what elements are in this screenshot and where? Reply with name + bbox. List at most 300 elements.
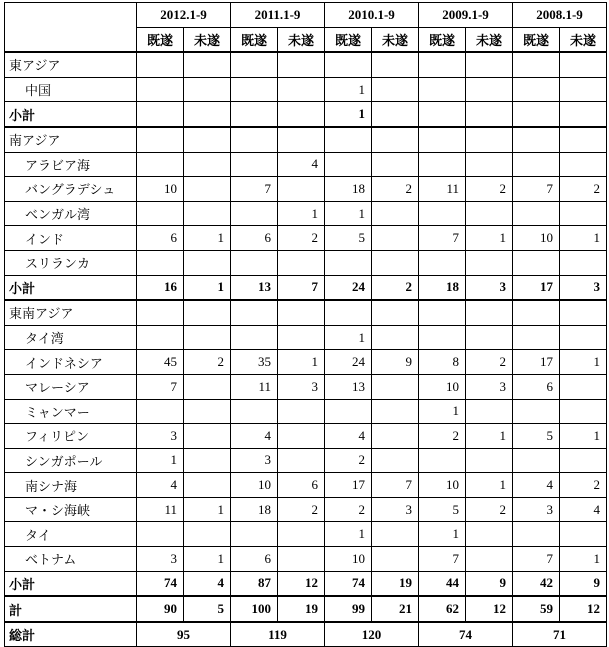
attempted-count-cell: [278, 77, 325, 102]
completed-count-cell: 1: [325, 325, 372, 350]
attempted-count-cell: 1: [560, 547, 607, 572]
completed-count-cell: [231, 201, 278, 226]
attempted-count-cell: [278, 300, 325, 325]
attempted-count-cell: [372, 152, 419, 177]
attempted-count-cell: [184, 399, 231, 424]
item-row: [5, 424, 607, 449]
completed-count-cell: [231, 52, 278, 77]
completed-count-cell: 7: [513, 547, 560, 572]
completed-count-cell: 8: [419, 350, 466, 375]
completed-count-cell: 24: [325, 350, 372, 375]
completed-count-cell: [137, 77, 184, 102]
year-header: 2009.1-9: [419, 3, 513, 28]
attempted-count-cell: 9: [372, 350, 419, 375]
attempted-count-cell: [372, 399, 419, 424]
completed-count-cell: 10: [419, 374, 466, 399]
attempted-count-cell: [184, 424, 231, 449]
piracy-table-container: [4, 2, 607, 647]
grand-total-label: 総計: [5, 622, 137, 647]
subheader-attempted: 未遂: [184, 27, 231, 52]
attempted-count-cell: 3: [372, 497, 419, 522]
attempted-count-cell: 7: [372, 473, 419, 498]
completed-count-cell: [231, 325, 278, 350]
completed-count-cell: [231, 522, 278, 547]
completed-count-cell: 17: [513, 350, 560, 375]
attempted-count-cell: 1: [278, 350, 325, 375]
completed-count-cell: [513, 300, 560, 325]
attempted-count-cell: 3: [466, 275, 513, 300]
item-label: 中国: [5, 77, 137, 102]
item-row: [5, 547, 607, 572]
attempted-count-cell: [372, 522, 419, 547]
attempted-count-cell: [372, 374, 419, 399]
completed-count-cell: [137, 201, 184, 226]
grand-total-value: 71: [513, 622, 607, 647]
subheader-completed: 既遂: [419, 27, 466, 52]
attempted-count-cell: [278, 547, 325, 572]
completed-count-cell: [231, 152, 278, 177]
attempted-count-cell: 2: [466, 177, 513, 202]
attempted-count-cell: [184, 201, 231, 226]
grand-total-value: 95: [137, 622, 231, 647]
item-row: [5, 473, 607, 498]
subheader-attempted: 未遂: [278, 27, 325, 52]
completed-count-cell: 10: [137, 177, 184, 202]
completed-count-cell: 100: [231, 596, 278, 622]
completed-count-cell: 13: [325, 374, 372, 399]
completed-count-cell: 74: [325, 571, 372, 596]
attempted-count-cell: 6: [278, 473, 325, 498]
region-row: [5, 52, 607, 77]
item-label: ベトナム: [5, 547, 137, 572]
region-label: 東南アジア: [5, 300, 137, 325]
completed-count-cell: 18: [325, 177, 372, 202]
completed-count-cell: [137, 325, 184, 350]
attempted-count-cell: 4: [184, 571, 231, 596]
attempted-count-cell: [278, 424, 325, 449]
total-label: 計: [5, 596, 137, 622]
completed-count-cell: 6: [231, 226, 278, 251]
completed-count-cell: 5: [419, 497, 466, 522]
attempted-count-cell: 2: [184, 350, 231, 375]
item-label: バングラデシュ: [5, 177, 137, 202]
attempted-count-cell: [184, 325, 231, 350]
attempted-count-cell: 1: [184, 226, 231, 251]
completed-count-cell: 87: [231, 571, 278, 596]
item-row: [5, 77, 607, 102]
attempted-count-cell: 12: [466, 596, 513, 622]
completed-count-cell: [325, 127, 372, 152]
completed-count-cell: 1: [325, 77, 372, 102]
attempted-count-cell: 1: [184, 497, 231, 522]
attempted-count-cell: 1: [560, 350, 607, 375]
attempted-count-cell: [372, 127, 419, 152]
attempted-count-cell: 3: [560, 275, 607, 300]
completed-count-cell: 10: [231, 473, 278, 498]
total-row: [5, 596, 607, 622]
piracy-incidents-table: [4, 2, 607, 647]
attempted-count-cell: [560, 201, 607, 226]
completed-count-cell: 3: [137, 547, 184, 572]
completed-count-cell: 10: [419, 473, 466, 498]
attempted-count-cell: [278, 325, 325, 350]
completed-count-cell: 4: [231, 424, 278, 449]
region-label: 東アジア: [5, 52, 137, 77]
completed-count-cell: 5: [513, 424, 560, 449]
completed-count-cell: 7: [231, 177, 278, 202]
attempted-count-cell: [560, 300, 607, 325]
attempted-count-cell: [278, 52, 325, 77]
attempted-count-cell: [372, 448, 419, 473]
item-row: [5, 399, 607, 424]
completed-count-cell: [419, 127, 466, 152]
completed-count-cell: 3: [513, 497, 560, 522]
item-label: フィリピン: [5, 424, 137, 449]
completed-count-cell: [137, 522, 184, 547]
attempted-count-cell: [372, 226, 419, 251]
attempted-count-cell: [372, 424, 419, 449]
item-row: [5, 152, 607, 177]
table-header: [5, 3, 607, 53]
attempted-count-cell: [372, 201, 419, 226]
completed-count-cell: 5: [325, 226, 372, 251]
completed-count-cell: 74: [137, 571, 184, 596]
subheader-completed: 既遂: [231, 27, 278, 52]
completed-count-cell: 6: [137, 226, 184, 251]
completed-count-cell: 11: [137, 497, 184, 522]
attempted-count-cell: 1: [466, 226, 513, 251]
year-header: 2010.1-9: [325, 3, 419, 28]
attempted-count-cell: 2: [560, 473, 607, 498]
item-label: マ・シ海峡: [5, 497, 137, 522]
completed-count-cell: 45: [137, 350, 184, 375]
completed-count-cell: 13: [231, 275, 278, 300]
year-header: 2008.1-9: [513, 3, 607, 28]
item-row: [5, 177, 607, 202]
attempted-count-cell: [184, 374, 231, 399]
attempted-count-cell: [466, 399, 513, 424]
completed-count-cell: [513, 201, 560, 226]
attempted-count-cell: [560, 448, 607, 473]
attempted-count-cell: 1: [560, 424, 607, 449]
attempted-count-cell: 2: [560, 177, 607, 202]
completed-count-cell: 10: [325, 547, 372, 572]
completed-count-cell: 42: [513, 571, 560, 596]
item-label: ミャンマー: [5, 399, 137, 424]
completed-count-cell: 2: [325, 448, 372, 473]
subtotal-row: [5, 571, 607, 596]
completed-count-cell: [231, 77, 278, 102]
attempted-count-cell: [184, 473, 231, 498]
attempted-count-cell: [560, 374, 607, 399]
completed-count-cell: [137, 300, 184, 325]
subtotal-label: 小計: [5, 571, 137, 596]
attempted-count-cell: [466, 325, 513, 350]
subtotal-row: [5, 102, 607, 127]
completed-count-cell: 17: [325, 473, 372, 498]
completed-count-cell: [325, 52, 372, 77]
completed-count-cell: 1: [325, 522, 372, 547]
completed-count-cell: 35: [231, 350, 278, 375]
completed-count-cell: 6: [513, 374, 560, 399]
completed-count-cell: [231, 300, 278, 325]
item-row: [5, 250, 607, 275]
attempted-count-cell: [184, 77, 231, 102]
attempted-count-cell: 4: [278, 152, 325, 177]
attempted-count-cell: [184, 448, 231, 473]
completed-count-cell: 1: [325, 102, 372, 127]
completed-count-cell: 16: [137, 275, 184, 300]
completed-count-cell: [231, 250, 278, 275]
grand-total-row: [5, 622, 607, 647]
attempted-count-cell: [560, 522, 607, 547]
completed-count-cell: [419, 201, 466, 226]
completed-count-cell: 2: [419, 424, 466, 449]
attempted-count-cell: 7: [278, 275, 325, 300]
completed-count-cell: [419, 325, 466, 350]
attempted-count-cell: [560, 250, 607, 275]
attempted-count-cell: [184, 177, 231, 202]
completed-count-cell: 18: [419, 275, 466, 300]
attempted-count-cell: [184, 102, 231, 127]
completed-count-cell: [419, 300, 466, 325]
completed-count-cell: [325, 300, 372, 325]
item-row: [5, 522, 607, 547]
attempted-count-cell: 1: [184, 547, 231, 572]
subtotal-label: 小計: [5, 102, 137, 127]
completed-count-cell: [419, 448, 466, 473]
completed-count-cell: [513, 250, 560, 275]
attempted-count-cell: [278, 177, 325, 202]
item-label: 南シナ海: [5, 473, 137, 498]
attempted-count-cell: [560, 152, 607, 177]
subheader-attempted: 未遂: [560, 27, 607, 52]
attempted-count-cell: [372, 102, 419, 127]
item-label: スリランカ: [5, 250, 137, 275]
completed-count-cell: 6: [231, 547, 278, 572]
attempted-count-cell: [184, 300, 231, 325]
attempted-count-cell: 4: [560, 497, 607, 522]
completed-count-cell: [513, 152, 560, 177]
completed-count-cell: 7: [513, 177, 560, 202]
item-label: ベンガル湾: [5, 201, 137, 226]
grand-total-value: 120: [325, 622, 419, 647]
year-header: 2011.1-9: [231, 3, 325, 28]
completed-count-cell: 7: [419, 226, 466, 251]
completed-count-cell: [513, 127, 560, 152]
item-label: シンガポール: [5, 448, 137, 473]
completed-count-cell: [513, 399, 560, 424]
attempted-count-cell: 2: [466, 497, 513, 522]
completed-count-cell: [513, 448, 560, 473]
attempted-count-cell: [466, 127, 513, 152]
attempted-count-cell: [372, 52, 419, 77]
completed-count-cell: [137, 52, 184, 77]
item-row: [5, 374, 607, 399]
completed-count-cell: [231, 102, 278, 127]
subheader-completed: 既遂: [137, 27, 184, 52]
corner-cell: [5, 3, 137, 53]
item-label: タイ: [5, 522, 137, 547]
completed-count-cell: 1: [137, 448, 184, 473]
completed-count-cell: [231, 399, 278, 424]
grand-total-value: 74: [419, 622, 513, 647]
attempted-count-cell: [560, 52, 607, 77]
completed-count-cell: 3: [137, 424, 184, 449]
attempted-count-cell: [184, 52, 231, 77]
attempted-count-cell: [560, 399, 607, 424]
attempted-count-cell: [184, 152, 231, 177]
attempted-count-cell: [466, 52, 513, 77]
attempted-count-cell: [466, 77, 513, 102]
attempted-count-cell: [466, 300, 513, 325]
completed-count-cell: [325, 250, 372, 275]
year-header-row: [5, 3, 607, 28]
completed-count-cell: 1: [419, 522, 466, 547]
attempted-count-cell: [560, 77, 607, 102]
completed-count-cell: 10: [513, 226, 560, 251]
grand-total-value: 119: [231, 622, 325, 647]
completed-count-cell: [137, 399, 184, 424]
completed-count-cell: [513, 325, 560, 350]
completed-count-cell: [513, 52, 560, 77]
attempted-count-cell: 2: [278, 226, 325, 251]
subtotal-label: 小計: [5, 275, 137, 300]
subheader-completed: 既遂: [325, 27, 372, 52]
attempted-count-cell: 2: [466, 350, 513, 375]
item-label: マレーシア: [5, 374, 137, 399]
completed-count-cell: [419, 250, 466, 275]
attempted-count-cell: 21: [372, 596, 419, 622]
completed-count-cell: [137, 152, 184, 177]
completed-count-cell: 4: [325, 424, 372, 449]
attempted-count-cell: 1: [466, 473, 513, 498]
attempted-count-cell: 9: [560, 571, 607, 596]
completed-count-cell: 1: [325, 201, 372, 226]
item-label: インド: [5, 226, 137, 251]
completed-count-cell: [137, 250, 184, 275]
attempted-count-cell: [466, 547, 513, 572]
attempted-count-cell: 12: [278, 571, 325, 596]
table-footer: [5, 622, 607, 647]
attempted-count-cell: [466, 522, 513, 547]
attempted-count-cell: 19: [278, 596, 325, 622]
attempted-count-cell: [372, 300, 419, 325]
attempted-count-cell: 12: [560, 596, 607, 622]
attempted-count-cell: [372, 325, 419, 350]
item-row: [5, 226, 607, 251]
table-body: [5, 52, 607, 622]
completed-count-cell: 11: [419, 177, 466, 202]
attempted-count-cell: [560, 325, 607, 350]
item-label: タイ湾: [5, 325, 137, 350]
attempted-count-cell: [466, 152, 513, 177]
completed-count-cell: 7: [419, 547, 466, 572]
attempted-count-cell: 3: [278, 374, 325, 399]
completed-count-cell: [231, 127, 278, 152]
completed-count-cell: 2: [325, 497, 372, 522]
completed-count-cell: 59: [513, 596, 560, 622]
attempted-count-cell: [278, 522, 325, 547]
subheader-attempted: 未遂: [466, 27, 513, 52]
completed-count-cell: [419, 52, 466, 77]
attempted-count-cell: [278, 127, 325, 152]
completed-count-cell: 7: [137, 374, 184, 399]
attempted-count-cell: 2: [372, 275, 419, 300]
attempted-count-cell: [278, 399, 325, 424]
attempted-count-cell: [278, 448, 325, 473]
attempted-count-cell: 1: [184, 275, 231, 300]
completed-count-cell: [419, 152, 466, 177]
subheader-attempted: 未遂: [372, 27, 419, 52]
attempted-count-cell: [560, 127, 607, 152]
attempted-count-cell: 1: [560, 226, 607, 251]
completed-count-cell: [137, 127, 184, 152]
completed-count-cell: 90: [137, 596, 184, 622]
attempted-count-cell: 2: [372, 177, 419, 202]
attempted-count-cell: [372, 250, 419, 275]
attempted-count-cell: [184, 250, 231, 275]
completed-count-cell: [419, 102, 466, 127]
completed-count-cell: 44: [419, 571, 466, 596]
attempted-count-cell: [278, 250, 325, 275]
year-header: 2012.1-9: [137, 3, 231, 28]
region-label: 南アジア: [5, 127, 137, 152]
attempted-count-cell: 5: [184, 596, 231, 622]
attempted-count-cell: [560, 102, 607, 127]
region-row: [5, 300, 607, 325]
completed-count-cell: [137, 102, 184, 127]
item-row: [5, 497, 607, 522]
item-label: インドネシア: [5, 350, 137, 375]
item-row: [5, 350, 607, 375]
completed-count-cell: 99: [325, 596, 372, 622]
attempted-count-cell: 2: [278, 497, 325, 522]
completed-count-cell: 3: [231, 448, 278, 473]
completed-count-cell: [513, 77, 560, 102]
completed-count-cell: 17: [513, 275, 560, 300]
item-row: [5, 325, 607, 350]
completed-count-cell: 4: [513, 473, 560, 498]
completed-count-cell: [513, 522, 560, 547]
item-row: [5, 448, 607, 473]
attempted-count-cell: 1: [278, 201, 325, 226]
attempted-count-cell: 19: [372, 571, 419, 596]
attempted-count-cell: [372, 547, 419, 572]
attempted-count-cell: [466, 250, 513, 275]
completed-count-cell: 11: [231, 374, 278, 399]
attempted-count-cell: [278, 102, 325, 127]
item-row: [5, 201, 607, 226]
completed-count-cell: 24: [325, 275, 372, 300]
completed-count-cell: 1: [419, 399, 466, 424]
completed-count-cell: [419, 77, 466, 102]
completed-count-cell: 62: [419, 596, 466, 622]
completed-count-cell: 4: [137, 473, 184, 498]
subtotal-row: [5, 275, 607, 300]
region-row: [5, 127, 607, 152]
completed-count-cell: [513, 102, 560, 127]
attempted-count-cell: 3: [466, 374, 513, 399]
attempted-count-cell: [184, 522, 231, 547]
item-label: アラビア海: [5, 152, 137, 177]
attempted-count-cell: [466, 102, 513, 127]
attempted-count-cell: [372, 77, 419, 102]
completed-count-cell: [325, 152, 372, 177]
attempted-count-cell: 1: [466, 424, 513, 449]
completed-count-cell: [325, 399, 372, 424]
attempted-count-cell: [466, 448, 513, 473]
